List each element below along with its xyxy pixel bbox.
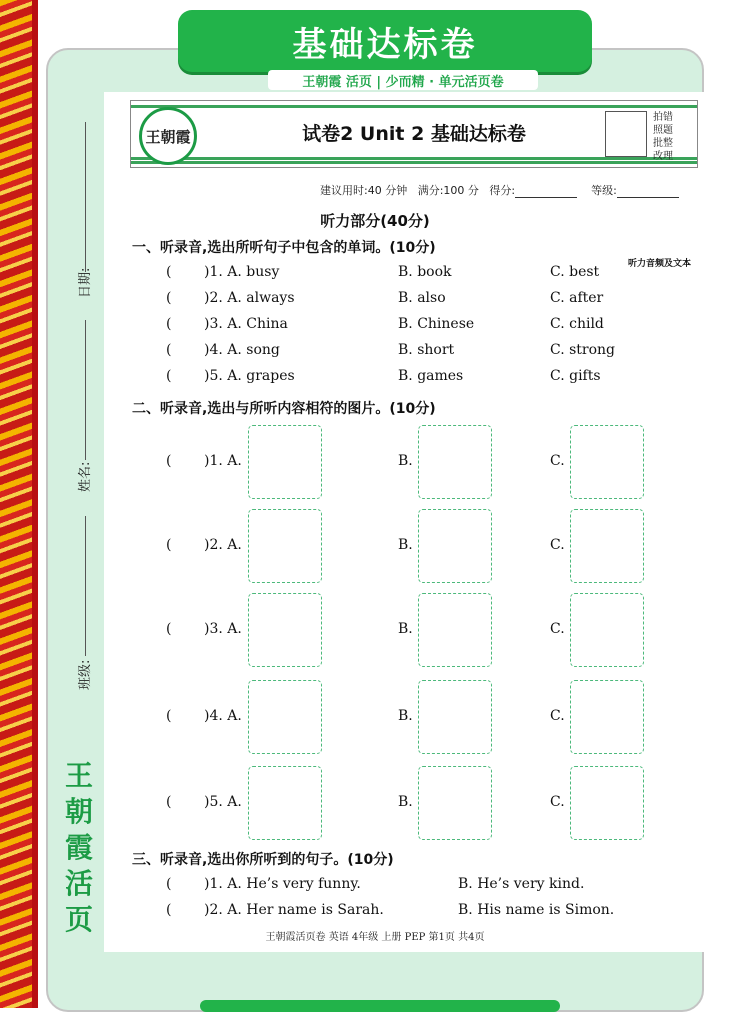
- option-a: )2. A. Her name is Sarah.: [204, 902, 384, 918]
- picture-option-b[interactable]: [418, 766, 492, 840]
- option-c: C. gifts: [550, 368, 601, 384]
- option-b-label: B.: [398, 453, 413, 469]
- option-b: B. His name is Simon.: [458, 902, 615, 918]
- option-b: B. Chinese: [398, 316, 475, 332]
- answer-paren[interactable]: (: [166, 621, 172, 637]
- option-c: C. strong: [550, 342, 616, 358]
- option-a-label: )2. A.: [204, 537, 242, 553]
- option-b: B. games: [398, 368, 464, 384]
- option-a: )4. A. song: [204, 342, 280, 358]
- picture-option-c[interactable]: [570, 593, 644, 667]
- option-c-label: C.: [550, 453, 565, 469]
- exam-meta: [320, 182, 679, 198]
- picture-option-a[interactable]: [248, 766, 322, 840]
- date-label: 日期:: [78, 267, 93, 298]
- option-b: B. book: [398, 264, 452, 280]
- picture-option-a[interactable]: [248, 680, 322, 754]
- option-a-label: )4. A.: [204, 708, 242, 724]
- full-score-label: 满分:100 分: [417, 184, 479, 197]
- picture-option-c[interactable]: [570, 766, 644, 840]
- stripe: [131, 157, 697, 160]
- picture-option-c[interactable]: [570, 425, 644, 499]
- qr-code-box: [605, 111, 647, 157]
- option-c: C. best: [550, 264, 600, 280]
- picture-option-c[interactable]: [570, 680, 644, 754]
- answer-paren[interactable]: (: [166, 316, 172, 332]
- sidebar-line: [85, 516, 86, 656]
- picture-option-a[interactable]: [248, 425, 322, 499]
- answer-paren[interactable]: (: [166, 794, 172, 810]
- answer-paren[interactable]: (: [166, 453, 172, 469]
- sidebar-line: [85, 122, 86, 272]
- answer-paren[interactable]: (: [166, 876, 172, 892]
- option-a: )1. A. busy: [204, 264, 280, 280]
- picture-option-c[interactable]: [570, 509, 644, 583]
- scan-line: 拍错: [653, 112, 673, 123]
- title-box: [130, 100, 698, 168]
- header-subtitle: 王朝霞 活页 | 少而精 · 单元活页卷: [268, 70, 538, 90]
- stripe: [131, 105, 697, 108]
- next-page-header: [200, 1000, 560, 1012]
- class-label: 班级:: [78, 659, 93, 690]
- score-blank[interactable]: [515, 187, 577, 198]
- brand-char: 王: [64, 759, 93, 792]
- option-a: )1. A. He’s very funny.: [204, 876, 361, 892]
- name-label: 姓名:: [78, 461, 93, 492]
- picture-option-b[interactable]: [418, 425, 492, 499]
- brand-char: 朝: [64, 795, 93, 828]
- option-b: B. short: [398, 342, 455, 358]
- option-b-label: B.: [398, 537, 413, 553]
- option-c-label: C.: [550, 621, 565, 637]
- header-title: 基础达标卷: [178, 10, 592, 72]
- brand-vertical: [62, 758, 96, 938]
- brand-logo: 王朝霞: [139, 107, 197, 165]
- scan-line: 批整: [653, 138, 673, 149]
- option-a: )2. A. always: [204, 290, 295, 306]
- answer-paren[interactable]: (: [166, 264, 172, 280]
- option-a-label: )5. A.: [204, 794, 242, 810]
- option-b: B. also: [398, 290, 446, 306]
- answer-paren[interactable]: (: [166, 537, 172, 553]
- option-a-label: )3. A.: [204, 621, 242, 637]
- option-c: C. child: [550, 316, 604, 332]
- part1-title: 一、听录音,选出所听句子中包含的单词。(10分): [132, 240, 436, 256]
- answer-paren[interactable]: (: [166, 902, 172, 918]
- option-b-label: B.: [398, 794, 413, 810]
- option-c: C. after: [550, 290, 604, 306]
- picture-option-b[interactable]: [418, 680, 492, 754]
- part3-title: 三、听录音,选出你所听到的句子。(10分): [132, 852, 394, 868]
- picture-option-b[interactable]: [418, 593, 492, 667]
- brand-char: 活: [64, 867, 93, 900]
- scan-line: 改理: [653, 151, 673, 162]
- option-c-label: C.: [550, 537, 565, 553]
- sidebar-line: [85, 320, 86, 460]
- option-b-label: B.: [398, 621, 413, 637]
- part2-title: 二、听录音,选出与所听内容相符的图片。(10分): [132, 401, 436, 417]
- picture-option-a[interactable]: [248, 593, 322, 667]
- option-a: )5. A. grapes: [204, 368, 295, 384]
- brand-char: 页: [64, 903, 93, 936]
- option-b-label: B.: [398, 708, 413, 724]
- score-label: 得分:: [489, 184, 516, 197]
- audio-note: 听力音频及文本: [628, 259, 692, 269]
- grade-label: 等级:: [591, 184, 617, 197]
- brand-char: 霞: [64, 831, 93, 864]
- time-label: 建议用时:40 分钟: [320, 184, 408, 197]
- scan-label: [653, 111, 689, 163]
- scan-line: 照题: [653, 125, 673, 136]
- option-a-label: )1. A.: [204, 453, 242, 469]
- answer-paren[interactable]: (: [166, 708, 172, 724]
- option-b: B. He’s very kind.: [458, 876, 585, 892]
- page-footer: 王朝霞活页卷 英语 4年级 上册 PEP 第1页 共4页: [265, 932, 485, 943]
- picture-option-b[interactable]: [418, 509, 492, 583]
- section-heading: 听力部分(40分): [320, 212, 430, 230]
- option-a: )3. A. China: [204, 316, 288, 332]
- stripe: [131, 161, 697, 164]
- decorative-ribbon: [0, 0, 38, 1008]
- picture-option-a[interactable]: [248, 509, 322, 583]
- grade-blank[interactable]: [617, 187, 679, 198]
- option-c-label: C.: [550, 794, 565, 810]
- answer-paren[interactable]: (: [166, 368, 172, 384]
- answer-paren[interactable]: (: [166, 290, 172, 306]
- answer-paren[interactable]: (: [166, 342, 172, 358]
- paper-title: 试卷2 Unit 2 基础达标卷: [302, 123, 526, 145]
- option-c-label: C.: [550, 708, 565, 724]
